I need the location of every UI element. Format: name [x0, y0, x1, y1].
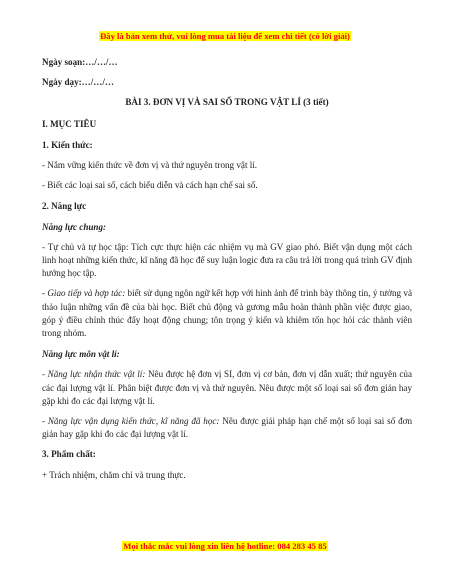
preview-notice-text: Đây là bản xem thử, vui lòng mua tài liệu để xem chi tiết (có lời giải): [100, 31, 350, 41]
physics-competence-heading: Năng lực môn vật lí:: [42, 349, 120, 360]
preparation-date: Ngày soạn:…/…/…: [42, 57, 118, 67]
physics-competence-item: [42, 415, 412, 441]
physics-competence-item: [42, 368, 412, 408]
subsection-qualities: 3. Phẩm chất:: [42, 449, 96, 460]
qualities-item: + Trách nhiệm, chăm chỉ và trung thực.: [42, 469, 186, 480]
lesson-title: BÀI 3. ĐƠN VỊ VÀ SAI SỐ TRONG VẬT LÍ (3 tiết): [125, 97, 329, 108]
hotline-notice-text: Mọi thắc mắc vui lòng xin liên hệ hotline: 084 283 45 85: [123, 541, 327, 551]
item-label: - Năng lực nhận thức vật lí:: [42, 369, 146, 380]
item-label: - Năng lực vận dụng kiến thức, kĩ năng đã học:: [42, 416, 220, 427]
subsection-knowledge: 1. Kiến thức:: [42, 139, 93, 150]
preview-notice: [0, 26, 450, 44]
item-label: - Giao tiếp và hợp tác:: [42, 288, 126, 299]
item-text: biết sử dụng ngôn ngữ kết hợp với hình ảnh để trình bày thông tin, ý tưởng và thảo luận những vấn đề của bài học. Biết chủ động và gương mẫu hoàn thành phần việc được giao, góp ý điều chỉnh thúc đẩy hoạt động chung; tôn trọng ý kiến và khiêm tốn học hỏi các thành viên trong nhóm.: [42, 288, 412, 339]
item-text: Nêu được giải pháp hạn chế một số loại sai số đơn giản hay gặp khi đo các đại lượng vật lí.: [42, 416, 412, 440]
general-competence-item: [42, 287, 412, 340]
item-text: Nêu được hệ đơn vị SI, đơn vị cơ bản, đơn vị dẫn xuất; thứ nguyên của các đại lượng vật lí. Phân biệt được đơn vị và thứ nguyên. Nêu được một số loại sai số đơn giản hay gặp khi đo các đại lượng vật lí.: [42, 369, 412, 406]
knowledge-item: - Biết các loại sai số, cách biểu diễn và cách hạn chế sai số.: [42, 180, 258, 191]
section-objectives: I. MỤC TIÊU: [42, 118, 97, 129]
general-competence-item: - Tự chủ và tự học tập: Tích cực thực hiện các nhiệm vụ mà GV giao phó. Biết vận dụng một cách linh hoạt những kiến thức, kĩ năng đã học để suy luận logic đưa ra câu trả lời trong quá trình GV định hướng học tập.: [42, 241, 412, 279]
knowledge-item: - Nắm vững kiến thức về đơn vị và thứ nguyên trong vật lí.: [42, 160, 258, 171]
general-competence-heading: Năng lực chung:: [42, 221, 107, 232]
hotline-notice: [0, 536, 450, 554]
subsection-competence: 2. Năng lực: [42, 201, 87, 212]
teaching-date: Ngày dạy:…/…/…: [42, 77, 114, 88]
document-body: [42, 56, 412, 482]
